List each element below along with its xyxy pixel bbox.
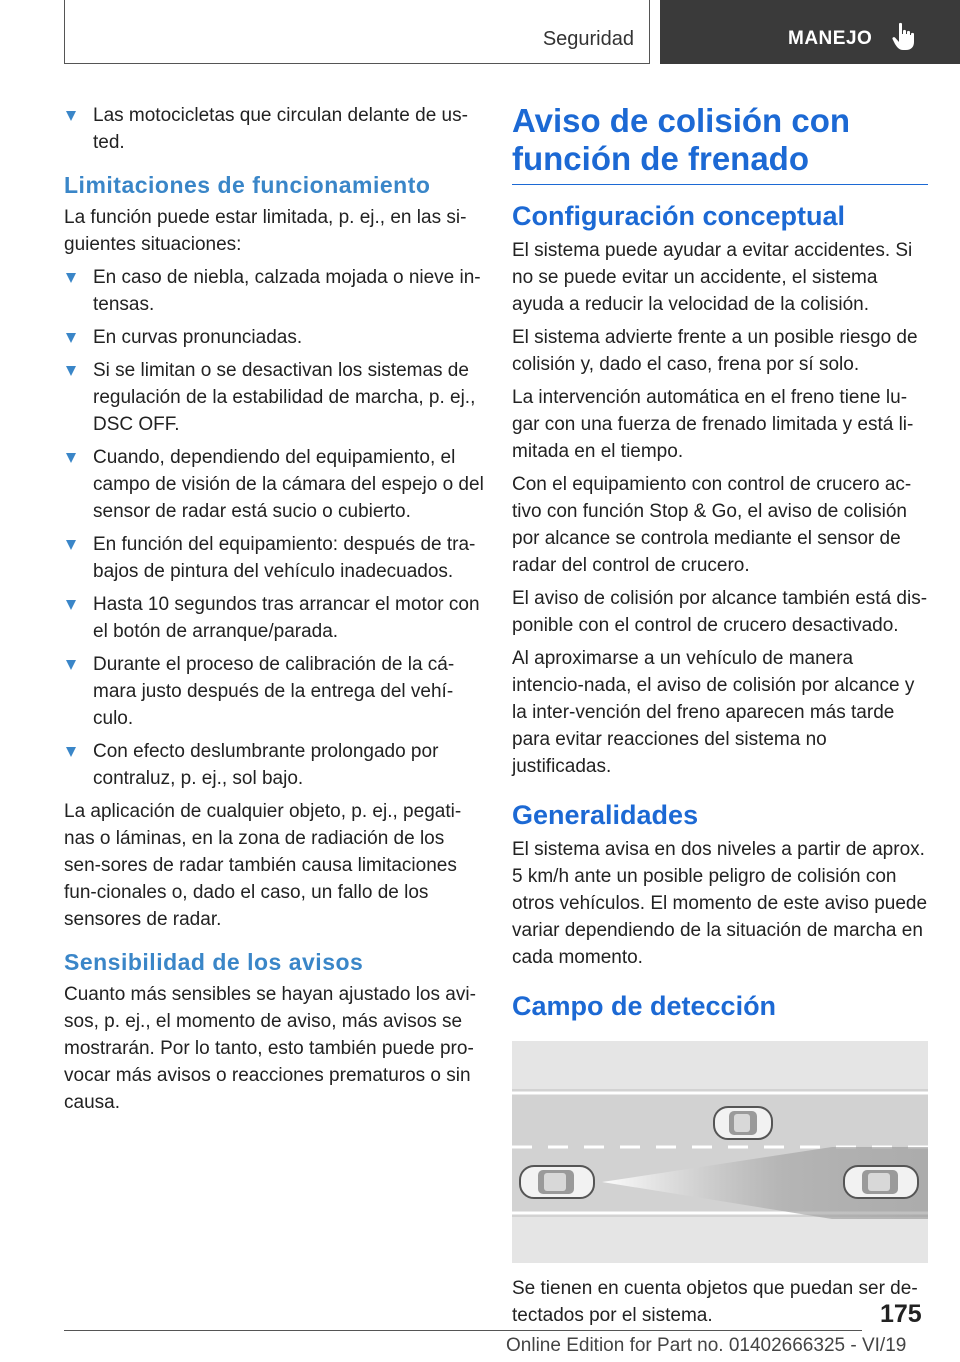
sensibilidad-text: Cuanto más sensibles se hayan ajustado los avi-sos, p. ej., el momento de aviso, más avisos se mostrarán. Por lo tanto, esto también puede pro-vocar más avisos o reacciones prematuros o sin causa.: [64, 984, 476, 1113]
paragraph: Con el equipamiento con control de crucero ac-tivo con función Stop & Go, el aviso de colisión por alcance se controla mediante el sensor de radar del control de crucero.: [512, 474, 912, 576]
chapter-tab: [660, 0, 960, 64]
footer-divider: [64, 1330, 862, 1331]
list-item-text: Con efecto deslumbrante prolongado por contraluz, p. ej., sol bajo.: [93, 741, 439, 789]
hand-pointer-icon: [892, 22, 916, 52]
triangle-bullet-icon: [66, 453, 76, 463]
limitaciones-heading: Limitaciones de funcionamiento: [64, 172, 431, 198]
chapter-tab-label: MANEJO: [788, 28, 873, 49]
paragraph: Al aproximarse a un vehículo de manera intencio-nada, el aviso de colisión por alcance y la inter-vención del freno aparecen más tarde para evitar reacciones del sistema no justificadas.: [512, 648, 915, 777]
list-item: [64, 324, 484, 351]
page-number: 175: [880, 1300, 922, 1328]
intro-list: [64, 102, 484, 156]
detection-field-illustration: [512, 1041, 928, 1263]
limitaciones-intro: La función puede estar limitada, p. ej., en las si-guientes situaciones:: [64, 207, 467, 255]
list-item-text: Cuando, dependiendo del equipamiento, el campo de visión de la cámara del espejo o del sensor de radar está sucio o cubierto.: [93, 447, 484, 522]
sensibilidad-heading: Sensibilidad de los avisos: [64, 949, 364, 975]
figure-caption: Se tienen en cuenta objetos que puedan ser de-tectados por el sistema.: [512, 1278, 918, 1326]
triangle-bullet-icon: [66, 747, 76, 757]
right-column: [512, 102, 928, 1335]
list-item: [64, 264, 484, 318]
triangle-bullet-icon: [66, 273, 76, 283]
edition-note: Online Edition for Part no. 01402666325 - VI/19: [506, 1335, 907, 1356]
list-item-text: Hasta 10 segundos tras arrancar el motor con el botón de arranque/parada.: [93, 594, 480, 642]
car-icon: [844, 1166, 918, 1198]
limitaciones-outro: La aplicación de cualquier objeto, p. ej., pegati-nas o láminas, en la zona de radiación de los sen-sores de radar también causa limitaciones fun-cionales o, dado el caso, un fallo de los sensores de radar.: [64, 801, 462, 930]
list-item-text: Las motocicletas que circulan delante de us-ted.: [93, 105, 468, 153]
triangle-bullet-icon: [66, 660, 76, 670]
list-item-text: Durante el proceso de calibración de la cá-mara justo después de la entrega del vehí-culo.: [93, 654, 455, 729]
triangle-bullet-icon: [66, 540, 76, 550]
car-icon: [714, 1107, 772, 1139]
list-item: [64, 738, 484, 792]
generalidades-heading: Generalidades: [512, 800, 699, 830]
list-item: [64, 102, 484, 156]
list-item: [64, 531, 484, 585]
paragraph: El sistema puede ayudar a evitar accidentes. Si no se puede evitar un accidente, el sistema ayuda a reducir la velocidad de la colisión.: [512, 240, 913, 315]
list-item-text: En función del equipamiento: después de tra-bajos de pintura del vehículo inadecuados.: [93, 534, 476, 582]
section-title: Seguridad: [542, 28, 634, 50]
configuracion-heading: Configuración conceptual: [512, 201, 846, 231]
triangle-bullet-icon: [66, 600, 76, 610]
triangle-bullet-icon: [66, 111, 76, 121]
list-item: [64, 651, 484, 732]
list-item: [64, 357, 484, 438]
paragraph: El sistema advierte frente a un posible riesgo de colisión y, dado el caso, frena por sí solo.: [512, 327, 918, 375]
list-item: [64, 444, 484, 525]
list-item-text: En curvas pronunciadas.: [93, 327, 303, 348]
list-item-text: En caso de niebla, calzada mojada o nieve in-tensas.: [93, 267, 481, 315]
triangle-bullet-icon: [66, 366, 76, 376]
paragraph: La intervención automática en el freno tiene lu-gar con una fuerza de frenado limitada y está li-mitada en el tiempo.: [512, 387, 914, 462]
page-title: Aviso de colisión con función de frenado: [512, 102, 928, 185]
triangle-bullet-icon: [66, 333, 76, 343]
car-icon: [520, 1166, 594, 1198]
limitaciones-list: [64, 264, 484, 792]
left-column: [64, 102, 484, 1122]
generalidades-text: El sistema avisa en dos niveles a partir de aprox. 5 km/h ante un posible peligro de colisión con otros vehículos. El momento de este aviso puede variar dependiendo de la situación de marcha en cada momento.: [512, 839, 928, 968]
road-diagram: [512, 1041, 928, 1263]
paragraph: El aviso de colisión por alcance también está dis-ponible con el control de crucero desactivado.: [512, 588, 928, 636]
list-item-text: Si se limitan o se desactivan los sistemas de regulación de la estabilidad de marcha, p. ej., DSC OFF.: [93, 360, 476, 435]
campo-heading: Campo de detección: [512, 991, 777, 1021]
list-item: [64, 591, 484, 645]
